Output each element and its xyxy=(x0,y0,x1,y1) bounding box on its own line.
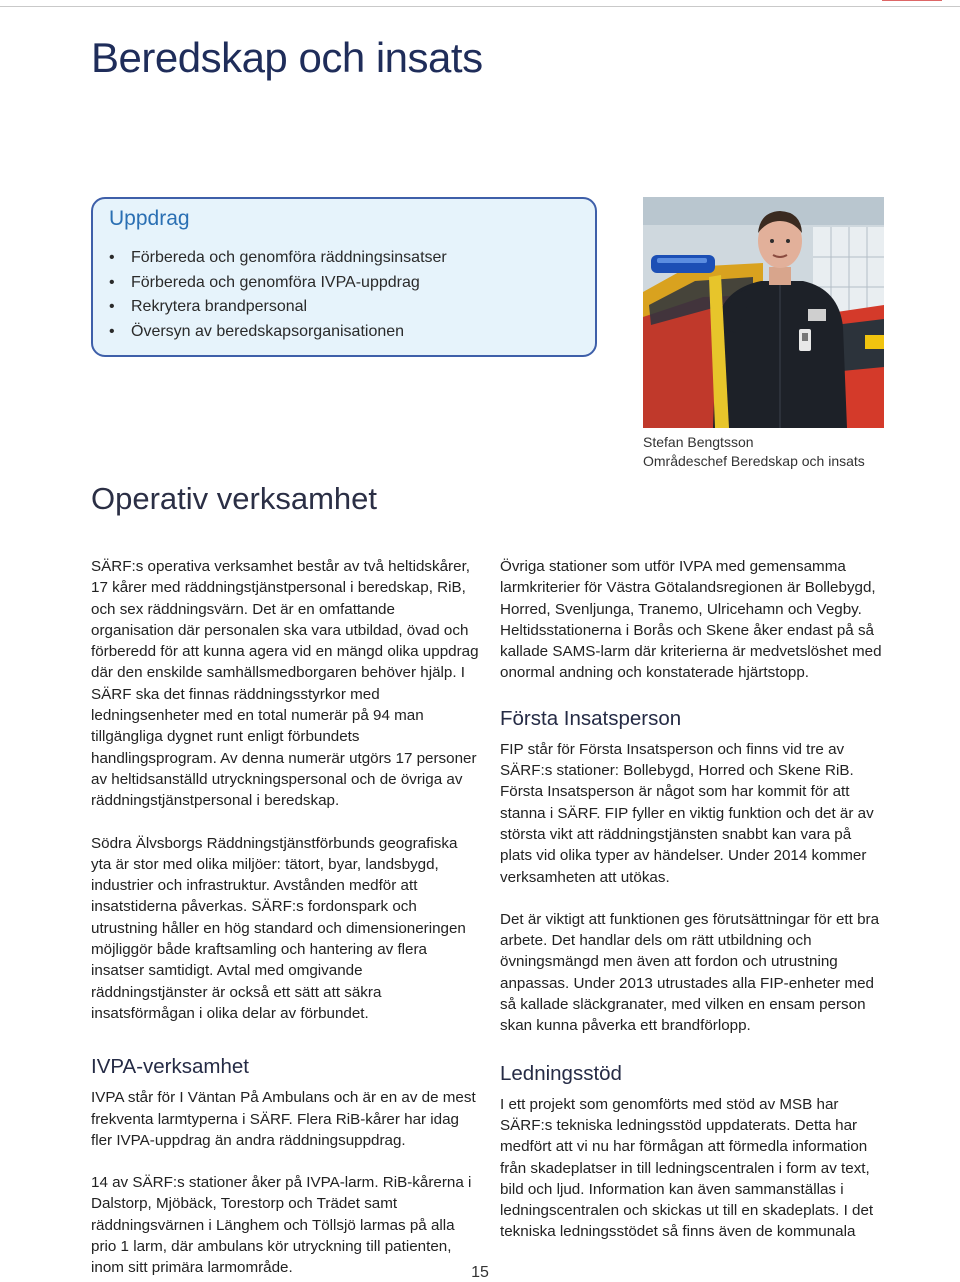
paragraph: 14 av SÄRF:s stationer åker på IVPA-larm. RiB-kårerna i Dalstorp, Mjöbäck, Torestorp och Trädet samt räddningsvärnen i Länghem och Töllsjö larmas på alla prio 1 larm, där ambulans kör utryckning till patienten, inom sitt primära larmområde. xyxy=(91,1174,472,1277)
right-column xyxy=(500,556,886,1243)
uppdrag-box xyxy=(91,197,597,357)
caption-name: Stefan Bengtsson xyxy=(643,434,754,450)
uppdrag-list xyxy=(107,246,447,344)
paragraph: IVPA står för I Väntan På Ambulans och är en av de mest frekventa larmtyperna i SÄRF. Flera RiB-kårer har idag fler IVPA-uppdrag än andra räddningsuppdrag. xyxy=(91,1089,476,1149)
left-column xyxy=(91,556,481,1279)
portrait-photo xyxy=(643,197,884,428)
list-item: • Översyn av beredskapsorganisationen xyxy=(107,320,447,345)
bullet-icon: • xyxy=(109,273,115,291)
bullet-icon: • xyxy=(109,322,115,340)
fip-heading: Första Insatsperson xyxy=(500,706,682,730)
paragraph: Övriga stationer som utför IVPA med gemensamma larmkriterier för Västra Götalandsregionen är Bollebygd, Horred, Svenljunga, Tranemo, Ulricehamn och Vegby. Heltidsstationerna i Borås och Skene åker endast på så kallade SAMS-larm där kriterierna är medvetslöshet med onormal andning och konstaterade hjärtstopp. xyxy=(500,558,882,682)
list-item: • Rekrytera brandpersonal xyxy=(107,295,447,320)
list-item: • Förbereda och genomföra IVPA-uppdrag xyxy=(107,271,447,296)
caption-role: Områdeschef Beredskap och insats xyxy=(643,453,865,469)
photo-caption xyxy=(643,433,865,471)
ledning-heading: Ledningsstöd xyxy=(500,1061,622,1085)
section-title: Operativ verksamhet xyxy=(91,481,377,516)
list-item: • Förbereda och genomföra räddningsinsatser xyxy=(107,246,447,271)
page-number: 15 xyxy=(471,1264,489,1281)
ivpa-heading: IVPA-verksamhet xyxy=(91,1055,249,1079)
page-title: Beredskap och insats xyxy=(91,34,483,81)
paragraph: SÄRF:s operativa verksamhet består av två heltidskårer, 17 kårer med räddningstjänstpersonal i beredskap, RiB, och sex räddningsvärn. Det är en omfattande organisation där personalen ska vara utbildad, övad och förberedd för att kunna agera vid en mängd olika uppdrag där den enskilde samhällsmedborgaren behöver hjälp. I SÄRF ska det finnas räddningsstyrkor med ledningsenheter med en total numerär på 94 man tillgängliga dygnet runt enligt förbundets handlingsprogram. Av denna numerär utgörs 17 personer av heltidsanställd utryckningspersonal och de övriga av räddningstjänstpersonal i beredskap. xyxy=(91,558,479,810)
paragraph: I ett projekt som genomförts med stöd av MSB har SÄRF:s tekniska ledningsstöd uppdaterats. Detta har medfört att vi nu har förmågan att förmedla information från skadeplatser in till ledningscentralen i form av text, bild och ljud. Information kan även sammanställas i ledningscentralen och skickas ut till en skadeplats. I det tekniska ledningsstödet så finns även de kommunala xyxy=(500,1095,874,1241)
bullet-icon: • xyxy=(109,298,115,315)
paragraph: Södra Älvsborgs Räddningstjänstförbunds geografiska yta är stor med olika miljöer: tätort, byar, landsbygd, industrier och infrastruktur. Avstånden medför att insatstiderna påverkas. SÄRF:s fordonspark och utrustning håller en hög standard och dimensioneringen möjliggör både kraftsamling och hantering av flera insatser samtidigt. Avtal med omgivande räddningstjänster är också ett sätt att säkra insatsförmågan i olika delar av förbundet. xyxy=(91,834,466,1022)
top-rule xyxy=(0,6,960,7)
top-accent-rule xyxy=(882,0,942,1)
bullet-icon: • xyxy=(109,249,115,266)
paragraph: FIP står för Första Insatsperson och finns vid tre av SÄRF:s stationer: Bollebygd, Horred och Skene RiB. Första Insatsperson är något som har kommit för att stanna i SÄRF. FIP fyller en viktig funktion och det är av största vikt att räddningstjänsten snabbt kan vara på plats vid olika typer av händelser. Under 2014 kommer verksamheten att utökas. xyxy=(500,740,874,886)
uppdrag-title: Uppdrag xyxy=(109,207,190,230)
paragraph: Det är viktigt att funktionen ges förutsättningar för ett bra arbete. Det handlar dels om rätt utbildning och övningsmängd men även att fordon och utrustning anpassas. Under 2013 utrustades alla FIP-enheter med så kallade släckgranater, med vilken en ensam person skan kunna påverka ett brandförlopp. xyxy=(500,910,880,1035)
